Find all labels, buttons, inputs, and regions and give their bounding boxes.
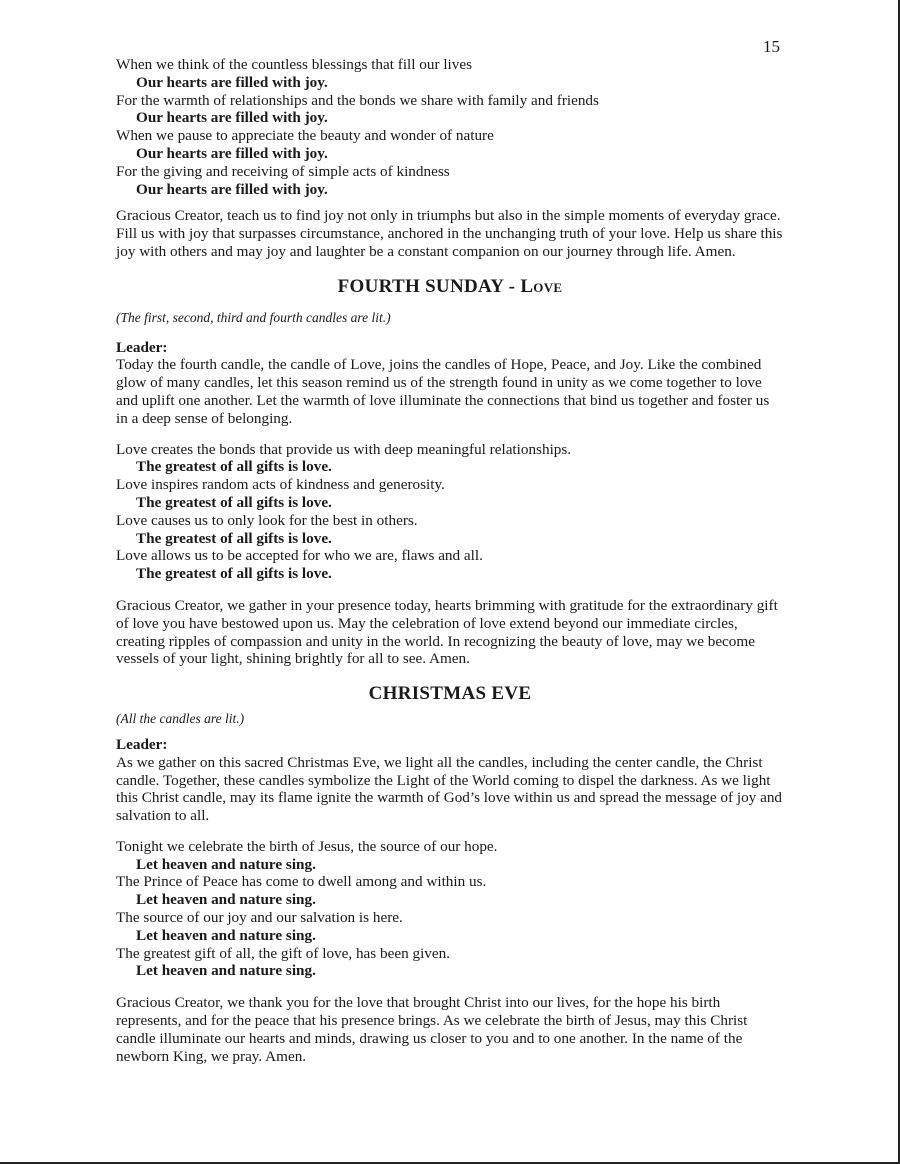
litany-call: Love inspires random acts of kindness and generosity.	[116, 476, 445, 494]
christmas-eve-leader-label: Leader:	[116, 735, 168, 753]
fourth-sunday-heading	[116, 275, 784, 299]
page-number: 15	[763, 37, 780, 56]
litany-call: Tonight we celebrate the birth of Jesus, the source of our hope.	[116, 837, 498, 855]
litany-call: The greatest gift of all, the gift of love, has been given.	[116, 944, 451, 962]
litany-call: For the giving and receiving of simple acts of kindness	[116, 162, 450, 180]
litany-response: The greatest of all gifts is love.	[136, 458, 332, 476]
litany-response: The greatest of all gifts is love.	[136, 565, 332, 583]
fourth-sunday-leader-label: Leader:	[116, 338, 168, 356]
litany-response: Our hearts are filled with joy.	[136, 180, 328, 198]
christmas-eve-leader-text: As we gather on this sacred Christmas Eve, we light all the candles, including the center candle, the Christ candle. Together, these candles symbolize the Light of the World coming to dispel the darkness. As we light this Christ candle, may its flame ignite the warmth of God’s love within us and spread the message of joy and salvation to all.	[116, 753, 783, 825]
fourth-sunday-rubric: (The first, second, third and fourth candles are lit.)	[116, 309, 391, 325]
litany-response: Our hearts are filled with joy.	[136, 144, 328, 162]
litany-response: Let heaven and nature sing.	[136, 962, 316, 980]
litany-call: Love causes us to only look for the best in others.	[116, 511, 418, 529]
litany-response: Let heaven and nature sing.	[136, 891, 316, 909]
litany-response: Our hearts are filled with joy.	[136, 109, 328, 127]
fourth-sunday-leader-text: Today the fourth candle, the candle of Love, joins the candles of Hope, Peace, and Joy. Like the combined glow of many candles, let this season remind us of the strength found in unity as we come together to love and uplift one another. Let the warmth of love illuminate the connections that bind us together and foster us in a deep sense of belonging.	[116, 356, 770, 427]
love-prayer: Gracious Creator, we gather in your presence today, hearts brimming with gratitude for the extraordinary gift of love you have bestowed upon us. May the celebration of love extend beyond our immediate circles, creating ripples of compassion and unity in the world. In recognizing the beauty of love, may we become vessels of your light, shining brightly for all to see. Amen.	[116, 596, 778, 668]
litany-call: The source of our joy and our salvation is here.	[116, 909, 403, 927]
litany-call: Love allows us to be accepted for who we are, flaws and all.	[116, 547, 483, 565]
litany-call: When we think of the countless blessings that fill our lives	[116, 56, 473, 73]
litany-call: For the warmth of relationships and the bonds we share with family and friends	[116, 91, 599, 109]
litany-call: Love creates the bonds that provide us with deep meaningful relationships.	[116, 440, 572, 458]
litany-response: Our hearts are filled with joy.	[136, 73, 328, 91]
fourth-sunday-heading-word: Love	[520, 275, 563, 297]
litany-response: Let heaven and nature sing.	[136, 926, 316, 944]
litany-response: Let heaven and nature sing.	[136, 855, 316, 873]
joy-prayer: Gracious Creator, teach us to find joy not only in triumphs but also in the simple moments of everyday grace. Fill us with joy that surpasses circumstance, anchored in the unchanging truth of your love. Help us share this joy with others and may joy and laughter be a constant companion on our journey through life. Amen.	[116, 207, 783, 260]
christmas-eve-rubric: (All the candles are lit.)	[116, 711, 245, 727]
litany-call: When we pause to appreciate the beauty and wonder of nature	[116, 127, 494, 145]
christmas-eve-heading: CHRISTMAS EVE	[368, 683, 532, 705]
christmas-prayer: Gracious Creator, we thank you for the love that brought Christ into our lives, for the hope his birth represents, and for the peace that his presence brings. As we celebrate the birth of Jesus, may this Christ candle illuminate our hearts and minds, drawing us closer to you and to one another. In the name of the newborn King, we pray. Amen.	[116, 994, 748, 1065]
fourth-sunday-heading-main: FOURTH SUNDAY -	[337, 275, 521, 297]
litany-response: The greatest of all gifts is love.	[136, 493, 332, 511]
page-content	[116, 56, 784, 1065]
love-litany	[116, 441, 784, 583]
joy-litany	[116, 56, 784, 198]
litany-response: The greatest of all gifts is love.	[136, 529, 332, 547]
christmas-litany	[116, 838, 784, 980]
litany-call: The Prince of Peace has come to dwell among and within us.	[116, 873, 487, 891]
